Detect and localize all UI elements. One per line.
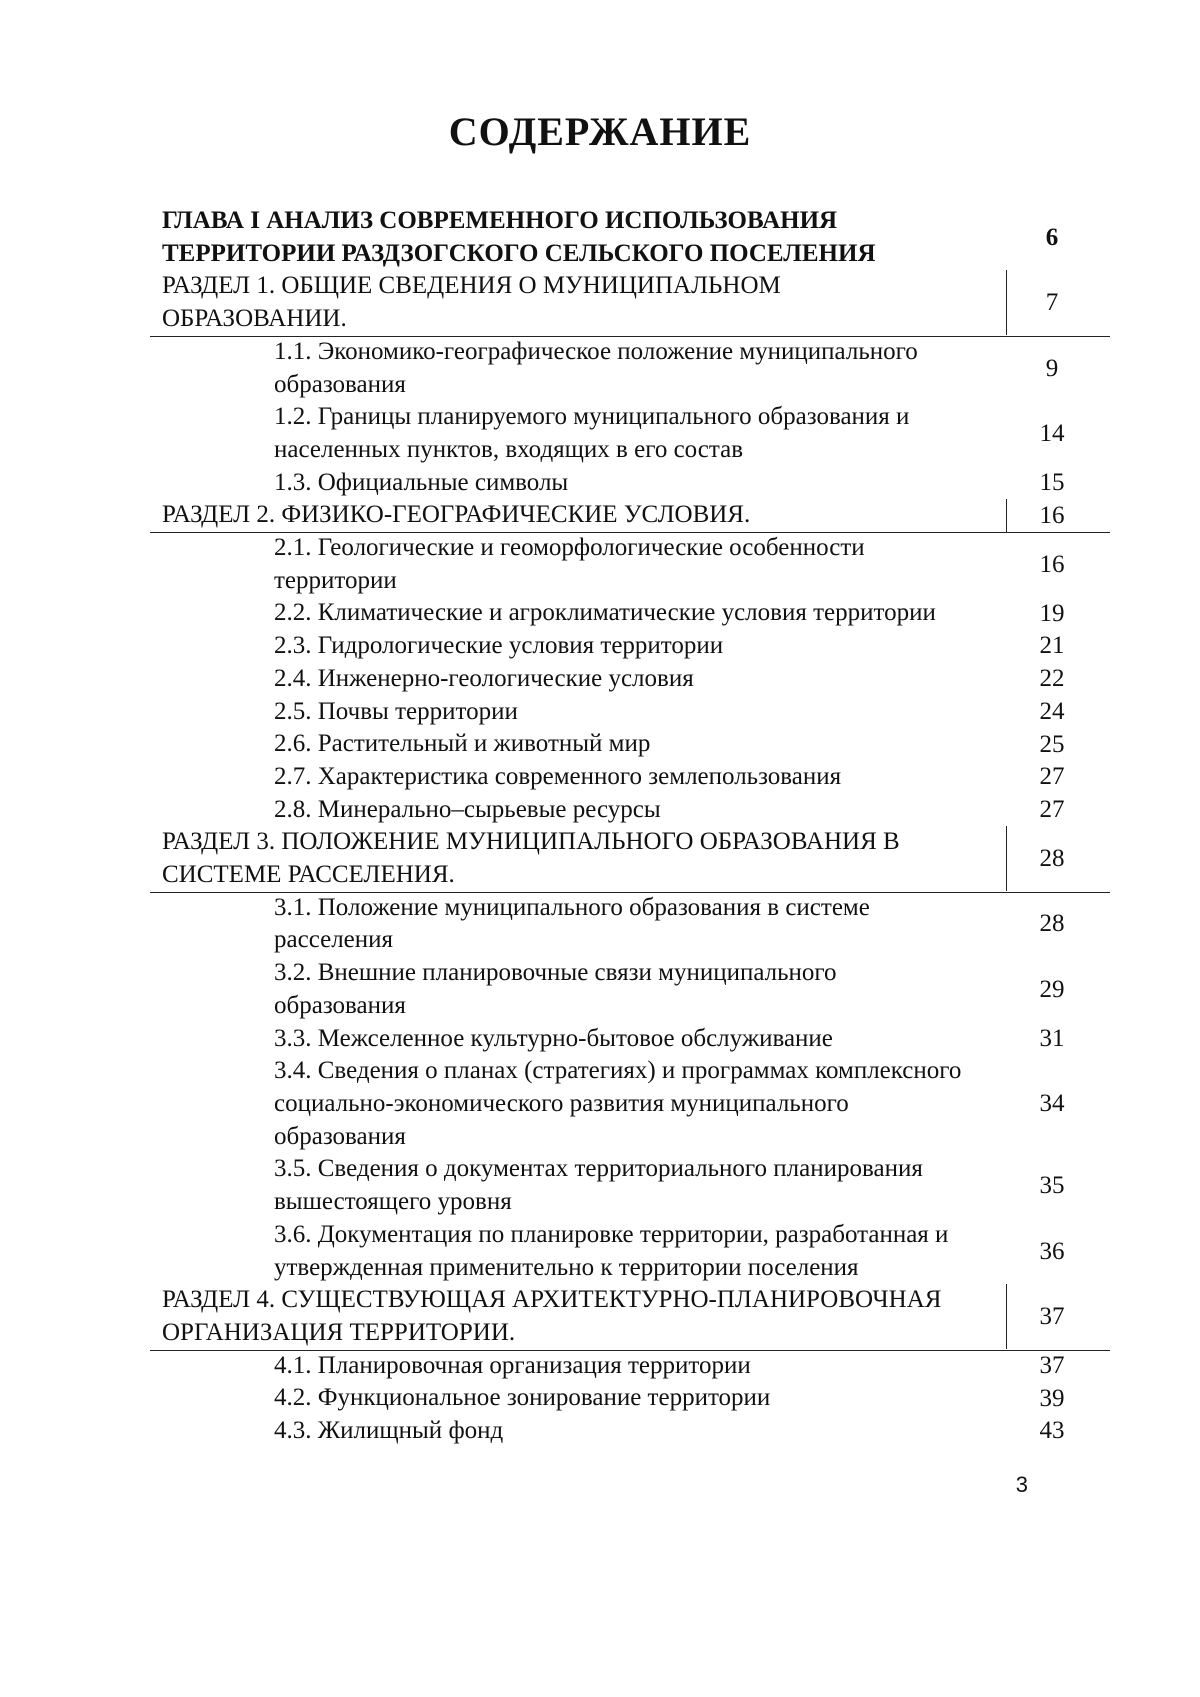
toc-entry-page: 37 (1039, 1302, 1065, 1330)
toc-entry-page: 34 (1039, 1090, 1065, 1118)
toc-entry-title: 3.2. Внешние планировочные связи муниципального образования (274, 959, 837, 1019)
toc-subsection (162, 892, 1122, 957)
toc-entry-page: 7 (1045, 289, 1059, 317)
toc-subsection (162, 532, 1122, 597)
toc-entry-title: 2.4. Инженерно-геологические условия (274, 664, 694, 692)
toc-entry-title: 4.1. Планировочная организация территории (274, 1351, 751, 1379)
toc-entry-page: 6 (1045, 223, 1059, 251)
toc-entry-title: 3.6. Документация по планировке территории, разработанная и утвержденная применительно к территории поселения (274, 1220, 949, 1281)
toc-entry-page: 27 (1039, 796, 1065, 823)
toc-subsection (162, 467, 1122, 500)
toc-entry-title: РАЗДЕЛ 1. ОБЩИЕ СВЕДЕНИЯ О МУНИЦИПАЛЬНОМ ОБРАЗОВАНИИ. (162, 272, 781, 333)
toc-section (162, 499, 1122, 532)
toc-entry-page: 39 (1039, 1384, 1065, 1412)
toc-entry-page: 9 (1045, 354, 1059, 382)
column-divider (1006, 1284, 1007, 1349)
toc-entry-page: 28 (1039, 845, 1065, 873)
toc-subsection (162, 1382, 1122, 1415)
toc-entry-title: 2.6. Растительный и животный мир (274, 730, 651, 758)
toc-subsection (162, 336, 1122, 401)
toc-entry-title: 2.2. Климатические и агроклиматические условия территории (274, 599, 936, 627)
toc-entry-title: 1.1. Экономико-географическое положение муниципального образования (274, 337, 918, 398)
toc-entry-title: ГЛАВА I АНАЛИЗ СОВРЕМЕННОГО ИСПОЛЬЗОВАНИЯ ТЕРРИТОРИИ РАЗДЗОГСКОГО СЕЛЬСКОГО ПОСЕЛЕНИЯ (162, 207, 876, 267)
toc-subsection (162, 1023, 1122, 1056)
toc-subsection (162, 1055, 1122, 1153)
toc-entry-page: 19 (1039, 599, 1065, 627)
toc-subsection (162, 1415, 1122, 1448)
toc-entry-page: 27 (1039, 763, 1065, 791)
toc-entry-title: 2.8. Минерально–сырьевые ресурсы (274, 795, 661, 823)
toc-entry-title: 3.3. Межселенное культурно-бытовое обслуживание (274, 1024, 833, 1052)
toc-entry-page: 24 (1039, 697, 1065, 725)
toc-section (162, 1284, 1122, 1349)
page-number: 3 (1015, 1472, 1028, 1497)
toc-entry-page: 29 (1039, 975, 1065, 1003)
toc-subsection (162, 597, 1122, 630)
toc-entry-title: РАЗДЕЛ 4. СУЩЕСТВУЮЩАЯ АРХИТЕКТУРНО-ПЛАНИРОВОЧНАЯ ОРГАНИЗАЦИЯ ТЕРРИТОРИИ. (162, 1286, 942, 1346)
toc-subsection (162, 696, 1122, 729)
toc-entry-title: 2.3. Гидрологические условия территории (274, 632, 724, 660)
toc-entry-title: 3.1. Положение муниципального образования в системе расселения (274, 893, 870, 954)
toc-subsection (162, 761, 1122, 794)
toc-entry-page: 22 (1039, 665, 1065, 693)
page-title: СОДЕРЖАНИЕ (448, 109, 752, 154)
column-divider (1006, 826, 1007, 891)
toc-subsection (162, 630, 1122, 663)
toc-entry-title: 3.5. Сведения о документах территориального планирования вышестоящего уровня (274, 1155, 923, 1216)
toc-entry-page: 25 (1039, 730, 1065, 758)
toc-section (162, 270, 1122, 335)
toc-entry-title: 2.1. Геологические и геоморфологические особенности территории (274, 534, 865, 594)
column-divider (1006, 499, 1007, 532)
toc-entry-title: РАЗДЕЛ 3. ПОЛОЖЕНИЕ МУНИЦИПАЛЬНОГО ОБРАЗОВАНИЯ В СИСТЕМЕ РАССЕЛЕНИЯ. (162, 828, 900, 889)
column-divider (1006, 270, 1007, 335)
toc-subsection (162, 1219, 1122, 1284)
toc-entry-page: 16 (1039, 501, 1065, 529)
toc-entry-page: 35 (1039, 1172, 1065, 1200)
toc-chapter (162, 205, 1122, 270)
toc-subsection (162, 728, 1122, 761)
toc-section (162, 826, 1122, 891)
toc-subsection (162, 1350, 1122, 1383)
toc-entry-title: 2.7. Характеристика современного землепользования (274, 762, 842, 790)
toc-entry-page: 43 (1039, 1417, 1065, 1445)
toc-entry-page: 16 (1039, 550, 1065, 578)
toc-subsection (162, 1153, 1122, 1218)
toc-subsection (162, 401, 1122, 466)
toc-entry-title: 1.3. Официальные символы (274, 468, 569, 496)
toc-entry-page: 15 (1039, 468, 1065, 496)
toc-entry-page: 14 (1039, 419, 1065, 447)
toc-subsection (162, 957, 1122, 1022)
toc-entry-title: 2.5. Почвы территории (274, 697, 518, 725)
toc-subsection (162, 794, 1122, 827)
table-of-contents (162, 205, 1122, 1448)
toc-entry-page: 36 (1039, 1237, 1065, 1265)
toc-entry-title: 4.3. Жилищный фонд (274, 1417, 504, 1445)
toc-entry-title: 4.2. Функциональное зонирование территории (274, 1384, 771, 1412)
toc-entry-title: 1.2. Границы планируемого муниципального образования и населенных пунктов, входящих в его состав (274, 403, 910, 463)
toc-subsection (162, 663, 1122, 696)
toc-entry-title: РАЗДЕЛ 2. ФИЗИКО-ГЕОГРАФИЧЕСКИЕ УСЛОВИЯ. (162, 501, 751, 529)
toc-entry-title: 3.4. Сведения о планах (стратегиях) и программах комплексного социально-экономического развития муниципального образования (274, 1057, 962, 1150)
toc-entry-page: 31 (1039, 1024, 1065, 1052)
toc-entry-page: 21 (1039, 632, 1065, 660)
toc-entry-page: 37 (1039, 1351, 1065, 1379)
toc-entry-page: 28 (1039, 910, 1065, 938)
